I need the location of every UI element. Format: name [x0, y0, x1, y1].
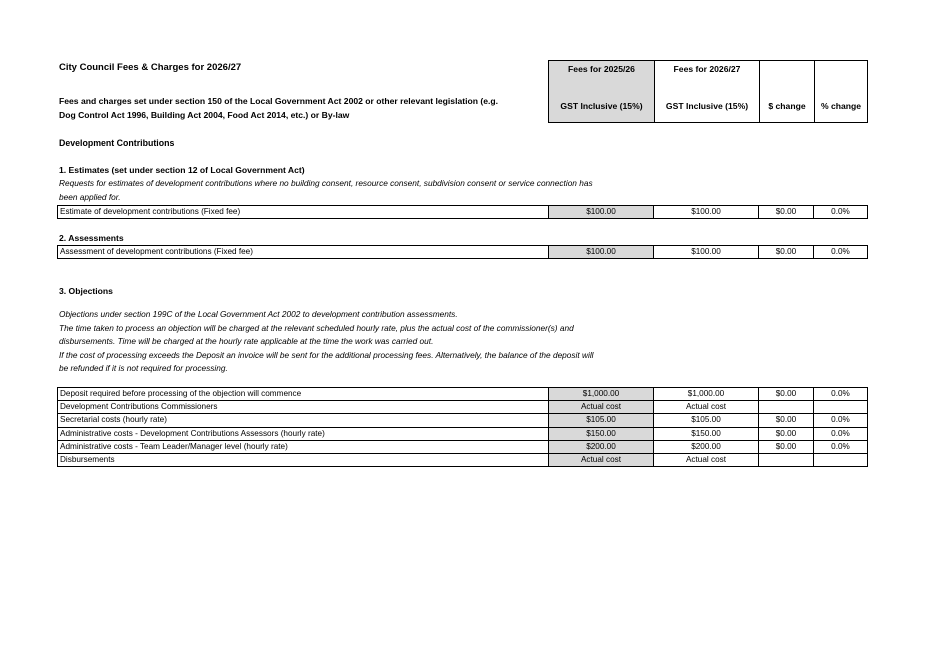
fee-2025-cell: $105.00: [549, 414, 654, 426]
column-label: Fees for 2025/26: [568, 64, 635, 74]
pct-change-cell: [814, 454, 867, 466]
estimates-heading: 1. Estimates (set under section 12 of Local Government Act): [59, 165, 305, 175]
fee-2025-cell: $200.00: [549, 441, 654, 453]
fee-2025-cell: $100.00: [549, 206, 654, 218]
note-line: The time taken to process an objection will be charged at the relevant scheduled hourly rate, plus the actual cost of the commissioner(s) and: [59, 322, 574, 333]
pct-change-cell: 0.0%: [831, 441, 850, 451]
dollar-change-cell: $0.00: [759, 206, 814, 218]
row-description: Development Contributions Commissioners: [58, 401, 549, 413]
column-label: $ change: [768, 101, 806, 111]
dollar-change-cell: $0.00: [759, 441, 814, 453]
table-row: [58, 401, 867, 414]
column-pct-change: [815, 61, 867, 122]
column-header-table: [548, 60, 868, 123]
dollar-change-cell: $0.00: [759, 428, 814, 440]
pct-change-cell: 0.0%: [831, 415, 850, 425]
column-fees-2025: [549, 61, 655, 122]
page-subtitle: [59, 95, 498, 122]
estimates-note: [59, 177, 593, 204]
row-description: Administrative costs - Team Leader/Manager level (hourly rate): [58, 441, 549, 453]
fee-2026-cell: $100.00: [654, 206, 759, 218]
note-line: been applied for.: [59, 191, 121, 202]
fee-2025-cell: Actual cost: [549, 401, 654, 413]
dollar-change-cell: $0.00: [759, 246, 814, 258]
note-line: be refunded if it is not required for processing.: [59, 363, 228, 374]
fee-2025-cell: $150.00: [549, 428, 654, 440]
page-title: City Council Fees & Charges for 2026/27: [59, 62, 242, 73]
objections-note: [59, 308, 594, 376]
column-dollar-change: [760, 61, 815, 122]
dollar-change-cell: [759, 454, 814, 466]
subtitle-line: Fees and charges set under section 150 of the Local Government Act 2002 or other relevant legislation (e.g.: [59, 96, 499, 106]
fee-2025-cell: Actual cost: [549, 454, 654, 466]
row-description: Administrative costs - Development Contributions Assessors (hourly rate): [58, 428, 549, 440]
note-line: Requests for estimates of development contributions where no building consent, resource consent, subdivision consent or service connection has: [59, 178, 593, 188]
row-description: Deposit required before processing of the objection will commence: [58, 388, 549, 400]
column-label: Fees for 2026/27: [673, 64, 741, 74]
pct-change-cell: 0.0%: [831, 389, 850, 398]
dollar-change-cell: $0.00: [759, 388, 814, 400]
table-row: [58, 246, 867, 259]
fee-2025-cell: $1,000.00: [549, 388, 654, 400]
fee-2026-cell: $105.00: [654, 414, 759, 426]
table-row: [58, 414, 867, 427]
pct-change-cell: 0.0%: [831, 247, 850, 256]
column-fees-2026: [655, 61, 760, 122]
column-label: % change: [820, 101, 862, 111]
table-row: [58, 428, 867, 441]
pct-change-cell: 0.0%: [831, 207, 850, 216]
assessments-table: [57, 245, 868, 259]
note-line: If the cost of processing exceeds the Deposit an invoice will be sent for the additional processing fees. Alternatively, the balance of the deposit will: [59, 349, 594, 360]
pct-change-cell: 0.0%: [831, 428, 850, 438]
column-sublabel: GST Inclusive (15%): [665, 101, 749, 111]
estimates-table: [57, 205, 868, 219]
table-row: [58, 454, 867, 467]
fee-2026-cell: $100.00: [654, 246, 759, 258]
table-row: [58, 206, 867, 219]
table-row: [58, 388, 867, 401]
row-description: Assessment of development contributions (Fixed fee): [58, 246, 549, 258]
fee-2025-cell: $100.00: [549, 246, 654, 258]
pct-change-cell: [814, 401, 867, 413]
table-row: [58, 441, 867, 454]
fee-2026-cell: $150.00: [654, 428, 759, 440]
objections-table: [57, 387, 868, 467]
fee-2026-cell: Actual cost: [654, 454, 759, 466]
fee-2026-cell: Actual cost: [654, 401, 759, 413]
fee-2026-cell: $1,000.00: [654, 388, 759, 400]
note-line: disbursements. Time will be charged at the hourly rate applicable at the time the work was carried out.: [59, 336, 434, 347]
section-title: Development Contributions: [59, 138, 175, 148]
row-description: Secretarial costs (hourly rate): [58, 414, 549, 426]
objections-heading: 3. Objections: [59, 286, 113, 296]
dollar-change-cell: [759, 401, 814, 413]
row-description: Estimate of development contributions (Fixed fee): [58, 206, 549, 218]
row-description: Disbursements: [58, 454, 549, 466]
assessments-heading: 2. Assessments: [59, 233, 124, 243]
fee-2026-cell: $200.00: [654, 441, 759, 453]
subtitle-line: Dog Control Act 1996, Building Act 2004, Food Act 2014, etc.) or By-law: [59, 109, 350, 120]
note-line: Objections under section 199C of the Local Government Act 2002 to development contribution assessments.: [59, 309, 458, 319]
column-sublabel: GST Inclusive (15%): [560, 101, 643, 111]
dollar-change-cell: $0.00: [759, 414, 814, 426]
